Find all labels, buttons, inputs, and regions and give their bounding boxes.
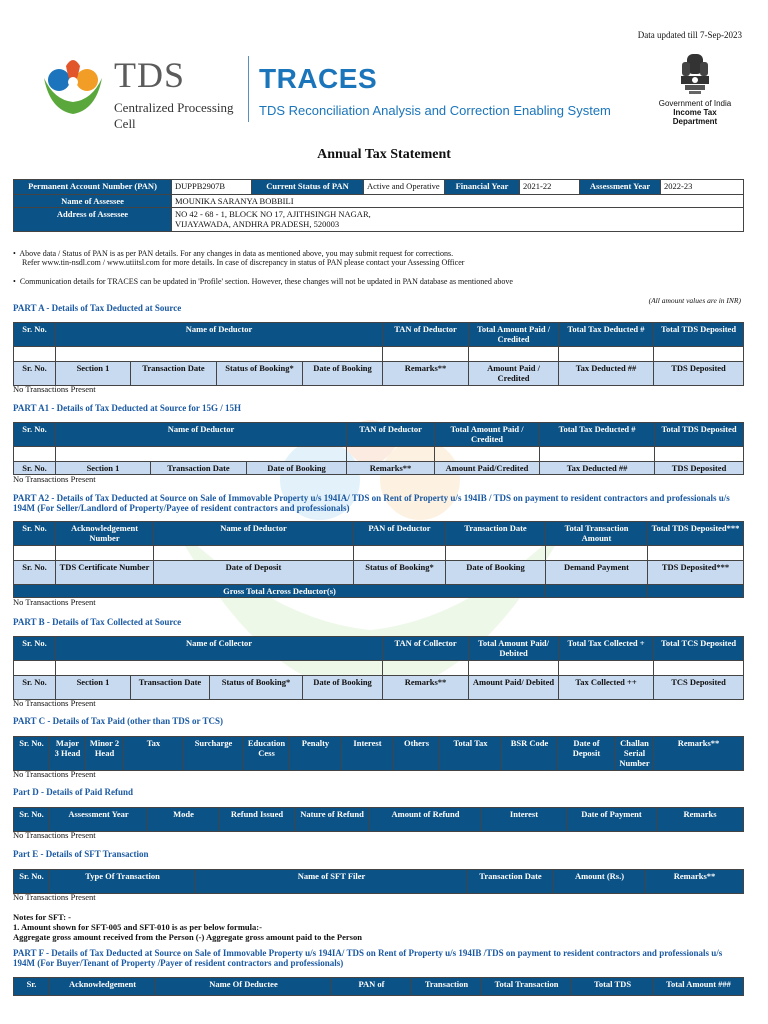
- address-line-1: NO 42 - 68 - 1, BLOCK NO 17, AJITHSINGH NAGAR,: [175, 209, 371, 219]
- part-a2-h-pan: PAN of Deductor: [354, 522, 446, 546]
- part-c-h-major: Major 3 Head: [50, 737, 86, 771]
- part-a1-s-remarks: Remarks**: [347, 462, 435, 475]
- part-a2-no-transactions: No Transactions Present: [13, 597, 96, 607]
- part-f-h-total-amount: Total Amount ###: [654, 978, 744, 996]
- pan-label: Permanent Account Number (PAN): [14, 180, 172, 195]
- part-a-s-deposited: TDS Deposited: [654, 362, 744, 386]
- part-a1-h-deductor: Name of Deductor: [56, 423, 347, 447]
- financial-year-value: 2021-22: [520, 180, 580, 195]
- part-e-table: [13, 869, 744, 894]
- part-b-h-srno: Sr. No.: [14, 637, 56, 661]
- assessment-year-value: 2022-23: [661, 180, 744, 195]
- part-d-h-srno: Sr. No.: [14, 808, 50, 832]
- part-a2-s-demand: Demand Payment: [546, 561, 648, 585]
- part-c-h-tax: Tax: [124, 737, 184, 771]
- part-a1-h-tax: Total Tax Deducted #: [540, 423, 655, 447]
- pan-status-value: Active and Operative: [364, 180, 445, 195]
- sft-notes: [13, 912, 362, 942]
- part-d-title: Part D - Details of Paid Refund: [13, 787, 133, 797]
- part-a2-h-deposited: Total TDS Deposited***: [648, 522, 744, 546]
- tds-subtitle: Centralized Processing Cell: [114, 100, 234, 131]
- part-f-h-total-transaction: Total Transaction: [482, 978, 572, 996]
- assessee-name-label: Name of Assessee: [14, 195, 172, 208]
- part-c-table: [13, 736, 744, 771]
- financial-year-label: Financial Year: [445, 180, 520, 195]
- part-a-s-section: Section 1: [56, 362, 131, 386]
- part-e-h-filer: Name of SFT Filer: [196, 870, 468, 894]
- part-a-h-srno: Sr. No.: [14, 323, 56, 347]
- sft-notes-heading: Notes for SFT: -: [13, 912, 71, 922]
- part-a2-s-cert: TDS Certificate Number: [56, 561, 154, 585]
- part-b-no-transactions: No Transactions Present: [13, 698, 96, 708]
- part-a1-no-transactions: No Transactions Present: [13, 474, 96, 484]
- part-d-h-issued: Refund Issued: [220, 808, 295, 832]
- part-a2-h-deductor: Name of Deductor: [154, 522, 354, 546]
- part-a-s-srno: Sr. No.: [14, 362, 56, 386]
- part-a-s-status: Status of Booking*: [217, 362, 303, 386]
- part-e-h-amount: Amount (Rs.): [554, 870, 646, 894]
- tds-wordmark: TDS: [114, 55, 186, 95]
- part-f-title: PART F - Details of Tax Deducted at Source on Sale of Immovable Property u/s 194IA/ TDS on Rent of Property u/s 194IB /TDS on payment to resident contractors and professionals u/s 194M (For Buyer/Tenant of Property /Payer of resident contractors and professionals): [13, 948, 723, 968]
- part-d-h-date: Date of Payment: [567, 808, 657, 832]
- part-a2-title: PART A2 - Details of Tax Deducted at Source on Sale of Immovable Property u/s 194IA/ TDS on Rent of Property u/s 194IB / TDS on payment to resident contractors and professionals u/s 194M (For Seller/Landlord of Property/Payee of resident contractors and professionals): [13, 493, 730, 513]
- part-a-title: PART A - Details of Tax Deducted at Source: [13, 303, 182, 313]
- part-b-s-srno: Sr. No.: [14, 676, 56, 700]
- tds-logo-icon: [40, 56, 106, 118]
- part-b-table: [13, 636, 744, 700]
- part-a2-s-deposited: TDS Deposited***: [648, 561, 744, 585]
- pan-note-line-1: • Above data / Status of PAN is as per PAN details. For any changes in data as mentioned above, you may submit request for corrections.: [13, 249, 454, 258]
- part-a-s-date: Transaction Date: [131, 362, 217, 386]
- part-a1-h-deposited: Total TDS Deposited: [655, 423, 744, 447]
- part-b-h-tan: TAN of Collector: [383, 637, 469, 661]
- pan-note: [13, 249, 743, 267]
- part-a-no-transactions: No Transactions Present: [13, 384, 96, 394]
- part-c-h-srno: Sr. No.: [14, 737, 50, 771]
- part-b-h-tax: Total Tax Collected +: [559, 637, 654, 661]
- part-a-h-deposited: Total TDS Deposited: [654, 323, 744, 347]
- tds-cpc-logo: [40, 54, 250, 131]
- part-f-table: [13, 977, 744, 996]
- part-c-h-surcharge: Surcharge: [184, 737, 244, 771]
- part-c-h-total: Total Tax: [440, 737, 502, 771]
- part-b-s-tax: Tax Collected ++: [559, 676, 654, 700]
- part-b-s-date: Transaction Date: [131, 676, 210, 700]
- part-a1-title: PART A1 - Details of Tax Deducted at Source for 15G / 15H: [13, 403, 242, 413]
- part-a2-h-srno: Sr. No.: [14, 522, 56, 546]
- part-b-s-booking: Date of Booking: [303, 676, 383, 700]
- part-b-h-collector: Name of Collector: [56, 637, 383, 661]
- pan-note-line-2: Refer www.tin-nsdl.com / www.utiitsl.com for more details. In case of discrepancy in status of PAN please contact your Assessing Officer: [22, 258, 465, 267]
- part-a-h-tan: TAN of Deductor: [383, 323, 469, 347]
- assessee-address-label: Address of Assessee: [14, 208, 172, 232]
- part-a1-h-tan: TAN of Deductor: [347, 423, 435, 447]
- part-e-title: Part E - Details of SFT Transaction: [13, 849, 149, 859]
- part-f-h-total-tds: Total TDS: [572, 978, 654, 996]
- part-c-h-bsr: BSR Code: [502, 737, 558, 771]
- assessee-details-table: [13, 179, 744, 232]
- part-a2-s-status: Status of Booking*: [354, 561, 446, 585]
- income-tax-dept-text: Income Tax Department: [672, 108, 718, 126]
- part-b-h-amount: Total Amount Paid/ Debited: [469, 637, 559, 661]
- part-a2-h-date: Transaction Date: [446, 522, 546, 546]
- part-c-h-deposit-date: Date of Deposit: [558, 737, 616, 771]
- part-f-h-ack: Acknowledgement: [50, 978, 156, 996]
- part-a2-s-deposit-date: Date of Deposit: [154, 561, 354, 585]
- part-a2-gross-total: Gross Total Across Deductor(s): [14, 585, 546, 598]
- part-a1-s-amount: Amount Paid/Credited: [435, 462, 540, 475]
- part-e-h-type: Type Of Transaction: [50, 870, 196, 894]
- part-b-h-deposited: Total TCS Deposited: [654, 637, 744, 661]
- part-f-h-deductee: Name Of Deductee: [156, 978, 332, 996]
- part-c-no-transactions: No Transactions Present: [13, 769, 96, 779]
- govt-emblem: [655, 52, 735, 126]
- part-b-s-status: Status of Booking*: [210, 676, 303, 700]
- part-a1-s-tax: Tax Deducted ##: [540, 462, 655, 475]
- part-a1-s-deposited: TDS Deposited: [655, 462, 744, 475]
- header-divider: [248, 56, 249, 122]
- traces-subtitle: TDS Reconciliation Analysis and Correction Enabling System: [259, 103, 611, 118]
- part-d-h-mode: Mode: [148, 808, 220, 832]
- part-a2-s-booking: Date of Booking: [446, 561, 546, 585]
- part-d-h-interest: Interest: [482, 808, 567, 832]
- part-d-h-nature: Nature of Refund: [295, 808, 370, 832]
- part-a-s-remarks: Remarks**: [383, 362, 469, 386]
- part-a-table: [13, 322, 744, 386]
- part-f-h-srno: Sr.: [14, 978, 50, 996]
- part-d-h-remarks: Remarks: [657, 808, 744, 832]
- sft-notes-line-1: 1. Amount shown for SFT-005 and SFT-010 is as per below formula:-: [13, 922, 262, 932]
- part-d-h-ay: Assessment Year: [50, 808, 148, 832]
- part-e-h-srno: Sr. No.: [14, 870, 50, 894]
- part-d-h-amount: Amount of Refund: [370, 808, 482, 832]
- part-d-table: [13, 807, 744, 832]
- part-a2-s-srno: Sr. No.: [14, 561, 56, 585]
- assessment-year-label: Assessment Year: [580, 180, 661, 195]
- data-updated-text: Data updated till 7-Sep-2023: [637, 30, 742, 40]
- part-b-s-deposited: TCS Deposited: [654, 676, 744, 700]
- assessee-name-value: MOUNIKA SARANYA BOBBILI: [172, 195, 744, 208]
- assessee-address-value: [172, 208, 744, 232]
- part-c-h-cess: Education Cess: [244, 737, 290, 771]
- page-title: Annual Tax Statement: [317, 147, 451, 162]
- part-d-no-transactions: No Transactions Present: [13, 830, 96, 840]
- part-a1-h-amount: Total Amount Paid / Credited: [435, 423, 540, 447]
- part-a1-table: [13, 422, 744, 475]
- part-c-h-others: Others: [394, 737, 440, 771]
- part-b-s-amount: Amount Paid/ Debited: [469, 676, 559, 700]
- address-line-2: VIJAYAWADA, ANDHRA PRADESH, 520003: [175, 219, 340, 229]
- part-a-h-deductor: Name of Deductor: [56, 323, 383, 347]
- part-f-h-transaction: Transaction: [412, 978, 482, 996]
- part-a1-s-date: Transaction Date: [151, 462, 247, 475]
- part-c-h-minor: Minor 2 Head: [86, 737, 124, 771]
- sft-notes-line-2: Aggregate gross amount received from the Person (-) Aggregate gross amount paid to the Person: [13, 932, 362, 942]
- part-f-h-pan: PAN of: [332, 978, 412, 996]
- ashoka-emblem-icon: [677, 52, 713, 98]
- part-a-s-booking: Date of Booking: [303, 362, 383, 386]
- amounts-inr-note: (All amount values are in INR): [648, 296, 741, 305]
- part-a-h-amount: Total Amount Paid / Credited: [469, 323, 559, 347]
- pan-value: DUPPB2907B: [172, 180, 252, 195]
- part-c-h-penalty: Penalty: [290, 737, 342, 771]
- part-a2-h-ack: Acknowledgement Number: [56, 522, 154, 546]
- part-a1-s-booking: Date of Booking: [247, 462, 347, 475]
- part-a2-table: [13, 521, 744, 598]
- traces-title: TRACES: [259, 63, 378, 94]
- part-a-h-tax: Total Tax Deducted #: [559, 323, 654, 347]
- part-e-h-remarks: Remarks**: [646, 870, 744, 894]
- part-a2-h-amount: Total Transaction Amount: [546, 522, 648, 546]
- part-a-s-amount: Amount Paid / Credited: [469, 362, 559, 386]
- part-a1-s-section: Section 1: [56, 462, 151, 475]
- part-b-title: PART B - Details of Tax Collected at Source: [13, 617, 182, 627]
- part-e-h-date: Transaction Date: [468, 870, 554, 894]
- part-c-h-remarks: Remarks**: [654, 737, 744, 771]
- part-e-no-transactions: No Transactions Present: [13, 892, 96, 902]
- part-c-h-challan: Challan Serial Number: [616, 737, 654, 771]
- pan-status-label: Current Status of PAN: [252, 180, 364, 195]
- part-b-s-remarks: Remarks**: [383, 676, 469, 700]
- communication-note: • Communication details for TRACES can be updated in 'Profile' section. However, these changes will not be updated in PAN database as mentioned above: [13, 277, 513, 286]
- govt-of-india-text: Government of India: [658, 99, 732, 108]
- part-a1-s-srno: Sr. No.: [14, 462, 56, 475]
- part-a1-h-srno: Sr. No.: [14, 423, 56, 447]
- part-c-title: PART C - Details of Tax Paid (other than TDS or TCS): [13, 716, 223, 726]
- part-b-s-section: Section 1: [56, 676, 131, 700]
- part-c-h-interest: Interest: [342, 737, 394, 771]
- part-a-s-tax: Tax Deducted ##: [559, 362, 654, 386]
